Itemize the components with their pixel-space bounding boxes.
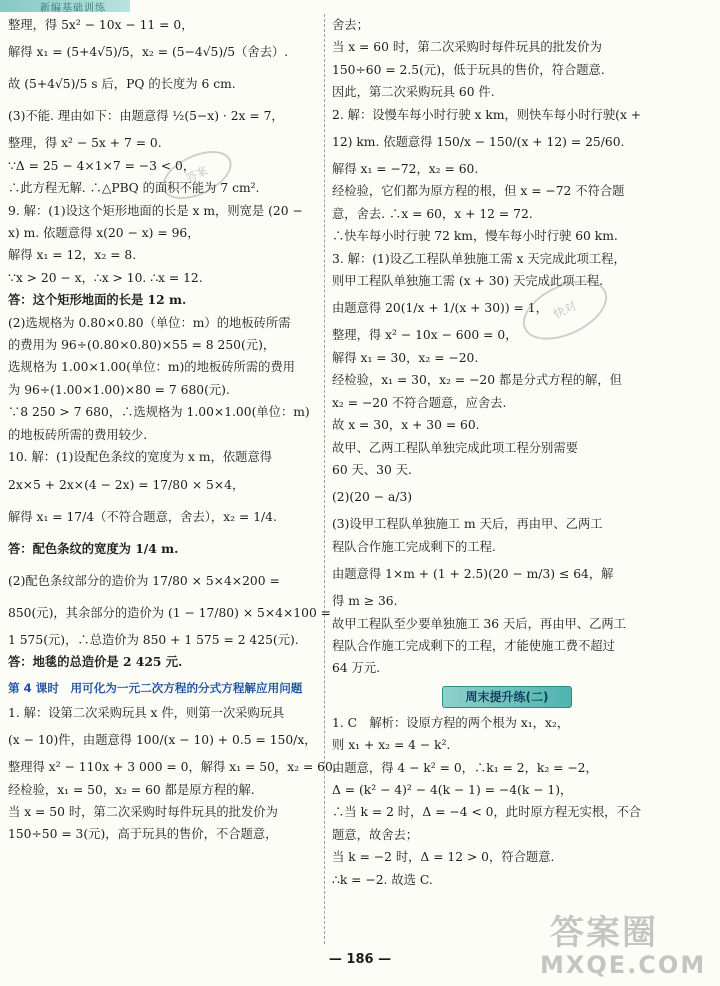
text-line: 意，舍去. ∴x = 60，x + 12 = 72. bbox=[332, 206, 533, 221]
text-line: ∵Δ = 25 − 4×1×7 = −3 < 0， bbox=[8, 158, 196, 173]
text-line: 64 万元. bbox=[332, 661, 381, 676]
left-column bbox=[8, 14, 337, 846]
text-line: 则 x₁ + x₂ = 4 − k². bbox=[332, 738, 451, 753]
text-line: 整理，得 x² − 10x − 600 = 0， bbox=[332, 328, 518, 343]
text-line: 整理，得 x² − 5x + 7 = 0. bbox=[8, 136, 162, 151]
text-line: 当 k = −2 时，Δ = 12 > 0，符合题意. bbox=[332, 850, 555, 865]
text-line: 题意，故舍去； bbox=[332, 827, 419, 842]
text-line: 解得 x₁ = 30，x₂ = −20. bbox=[332, 350, 479, 365]
text-line: 因此，第二次采购玩具 60 件. bbox=[332, 85, 495, 100]
text-line: 60 天、30 天. bbox=[332, 462, 412, 477]
text-line: ∵8 250 > 7 680，∴选规格为 1.00×1.00(单位：m) bbox=[8, 405, 310, 420]
question-2-header: 2. 解：设慢车每小时行驶 x km，则快车每小时行驶(x + bbox=[332, 107, 642, 122]
text-line: 的费用为 96÷(0.80×0.80)×55 = 8 250(元)， bbox=[8, 338, 276, 353]
text-line: 由题意得 20(1/x + 1/(x + 30)) = 1， bbox=[332, 301, 548, 316]
text-line: 150÷50 = 3(元)，高于玩具的售价，不合题意， bbox=[8, 827, 278, 842]
header-ribbon bbox=[0, 0, 130, 12]
text-line: 经检验，x₁ = 30，x₂ = −20 都是分式方程的解，但 bbox=[332, 373, 622, 388]
text-line: 2x×5 + 2x×(4 − 2x) = 17/80 × 5×4， bbox=[8, 477, 245, 492]
column-divider bbox=[324, 14, 325, 944]
text-line: 故甲、乙两工程队单独完成此项工程分别需要 bbox=[332, 440, 578, 455]
lesson-heading: 第 4 课时 用可化为一元二次方程的分式方程解应用问题 bbox=[8, 681, 303, 696]
answer-line: 答：这个矩形地面的长是 12 m. bbox=[8, 292, 187, 308]
text-line: ∴k = −2. 故选 C. bbox=[332, 872, 433, 887]
text-line: (x − 10)件，由题意得 100/(x − 10) + 0.5 = 150/x， bbox=[8, 733, 317, 748]
text-line: 解得 x₁ = 12，x₂ = 8. bbox=[8, 248, 137, 263]
text-line: (2)配色条纹部分的造价为 17/80 × 5×4×200 = bbox=[8, 573, 280, 588]
text-line: 解得 x₁ = (5+4√5)/5，x₂ = (5−4√5)/5（舍去）. bbox=[8, 45, 289, 60]
text-line: (2)(20 − a/3) bbox=[332, 490, 413, 505]
text-line: 150÷60 = 2.5(元)，低于玩具的售价，符合题意. bbox=[332, 62, 605, 77]
text-line: 为 96÷(1.00×1.00)×80 = 7 680(元). bbox=[8, 382, 230, 397]
question-10-header: 10. 解：(1)设配色条纹的宽度为 x m，依题意得 bbox=[8, 450, 273, 465]
text-line: 选规格为 1.00×1.00(单位：m)的地板砖所需的费用 bbox=[8, 360, 295, 375]
series-name: 新编基础训练 bbox=[40, 3, 106, 14]
text-line: ∴此方程无解. ∴△PBQ 的面积不能为 7 cm². bbox=[8, 181, 260, 196]
watermark-logo-text: 答案圈 bbox=[550, 913, 658, 953]
text-line: 的地板砖所需的费用较少. bbox=[8, 427, 148, 442]
text-line: ∴快车每小时行驶 72 km，慢车每小时行驶 60 km. bbox=[332, 229, 618, 244]
text-line: 解得 x₁ = −72，x₂ = 60. bbox=[332, 162, 479, 177]
text-line: (2)选规格为 0.80×0.80（单位：m）的地板砖所需 bbox=[8, 315, 291, 330]
text-line: 1 575(元)，∴总造价为 850 + 1 575 = 2 425(元). bbox=[8, 632, 299, 647]
text-line: x₂ = −20 不符合题意，应舍去. bbox=[332, 395, 507, 410]
question-9-header: 9. 解：(1)设这个矩形地面的长是 x m，则宽是 (20 − bbox=[8, 203, 303, 218]
question-3-header: 3. 解：(1)设乙工程队单独施工需 x 天完成此项工程， bbox=[332, 251, 626, 266]
text-line: 当 x = 60 时，第二次采购时每件玩具的批发价为 bbox=[332, 40, 602, 55]
watermark-stamp-right: 快对 bbox=[514, 268, 617, 351]
text-line: 故 (5+4√5)/5 s 后，PQ 的长度为 6 cm. bbox=[8, 77, 236, 92]
watermark-site: MXQE.COM bbox=[540, 951, 707, 979]
text-line: x) m. 依题意得 x(20 − x) = 96， bbox=[8, 226, 200, 241]
text-line: 则甲工程队单独施工需 (x + 30) 天完成此项工程. bbox=[332, 274, 604, 289]
text-line: 850(元)，其余部分的造价为 (1 − 17/80) × 5×4×100 = bbox=[8, 605, 331, 620]
text-line: 12) km. 依题意得 150/x − 150/(x + 12) = 25/60. bbox=[332, 135, 625, 150]
text-line: ∴当 k = 2 时，Δ = −4 < 0，此时原方程无实根，不合 bbox=[332, 805, 642, 820]
text-line: 由题意得 1×m + (1 + 2.5)(20 − m/3) ≤ 64，解 bbox=[332, 567, 614, 582]
text-line: ∵x > 20 − x，∴x > 10. ∴x = 12. bbox=[8, 270, 203, 285]
text-line: 程队合作施工完成剩下的工程，才能使施工费不超过 bbox=[332, 638, 615, 653]
text-line: (3)设甲工程队单独施工 m 天后，再由甲、乙两工 bbox=[332, 517, 603, 532]
right-column bbox=[332, 14, 704, 891]
text-line: 得 m ≥ 36. bbox=[332, 594, 398, 609]
text-line: 程队合作施工完成剩下的工程. bbox=[332, 539, 496, 554]
text-line: 当 x = 50 时，第二次采购时每件玩具的批发价为 bbox=[8, 804, 278, 819]
answer-line: 答：配色条纹的宽度为 1/4 m. bbox=[8, 540, 179, 556]
answer-line: 答：地毯的总造价是 2 425 元. bbox=[8, 653, 183, 669]
text-line: 由题意，得 4 − k² = 0，∴k₁ = 2，k₂ = −2， bbox=[332, 760, 598, 775]
watermark-logo bbox=[540, 905, 710, 981]
section-banner-wrap bbox=[332, 680, 704, 712]
page-number: — 186 — bbox=[328, 952, 392, 967]
section-banner: 周末提升练(二) bbox=[442, 686, 572, 708]
text-line: Δ = (k² − 4)² − 4(k − 1) = −4(k − 1)， bbox=[332, 782, 573, 797]
question-1-header: 1. 解：设第二次采购玩具 x 件，则第一次采购玩具 bbox=[8, 705, 285, 720]
text-line: (3)不能. 理由如下：由题意得 ½(5−x) · 2x = 7， bbox=[8, 109, 284, 124]
text-line: 经检验，x₁ = 50，x₂ = 60 都是原方程的解. bbox=[8, 782, 255, 797]
text-line: 故 x = 30，x + 30 = 60. bbox=[332, 418, 480, 433]
question-1-header: 1. C 解析：设原方程的两个根为 x₁，x₂， bbox=[332, 715, 570, 730]
text-line: 经检验，它们都为原方程的根，但 x = −72 不符合题 bbox=[332, 184, 625, 199]
text-line: 解得 x₁ = 17/4（不符合题意，舍去），x₂ = 1/4. bbox=[8, 509, 277, 524]
text-line: 整理得 x² − 110x + 3 000 = 0，解得 x₁ = 50，x₂ = 60. bbox=[8, 760, 337, 775]
text-line: 故甲工程队至少要单独施工 36 天后，再由甲、乙两工 bbox=[332, 616, 626, 631]
watermark-stamp-left: 答案 bbox=[155, 141, 239, 209]
text-line: 整理，得 5x² − 10x − 11 = 0， bbox=[8, 18, 194, 32]
text-line: 舍去； bbox=[332, 18, 369, 32]
